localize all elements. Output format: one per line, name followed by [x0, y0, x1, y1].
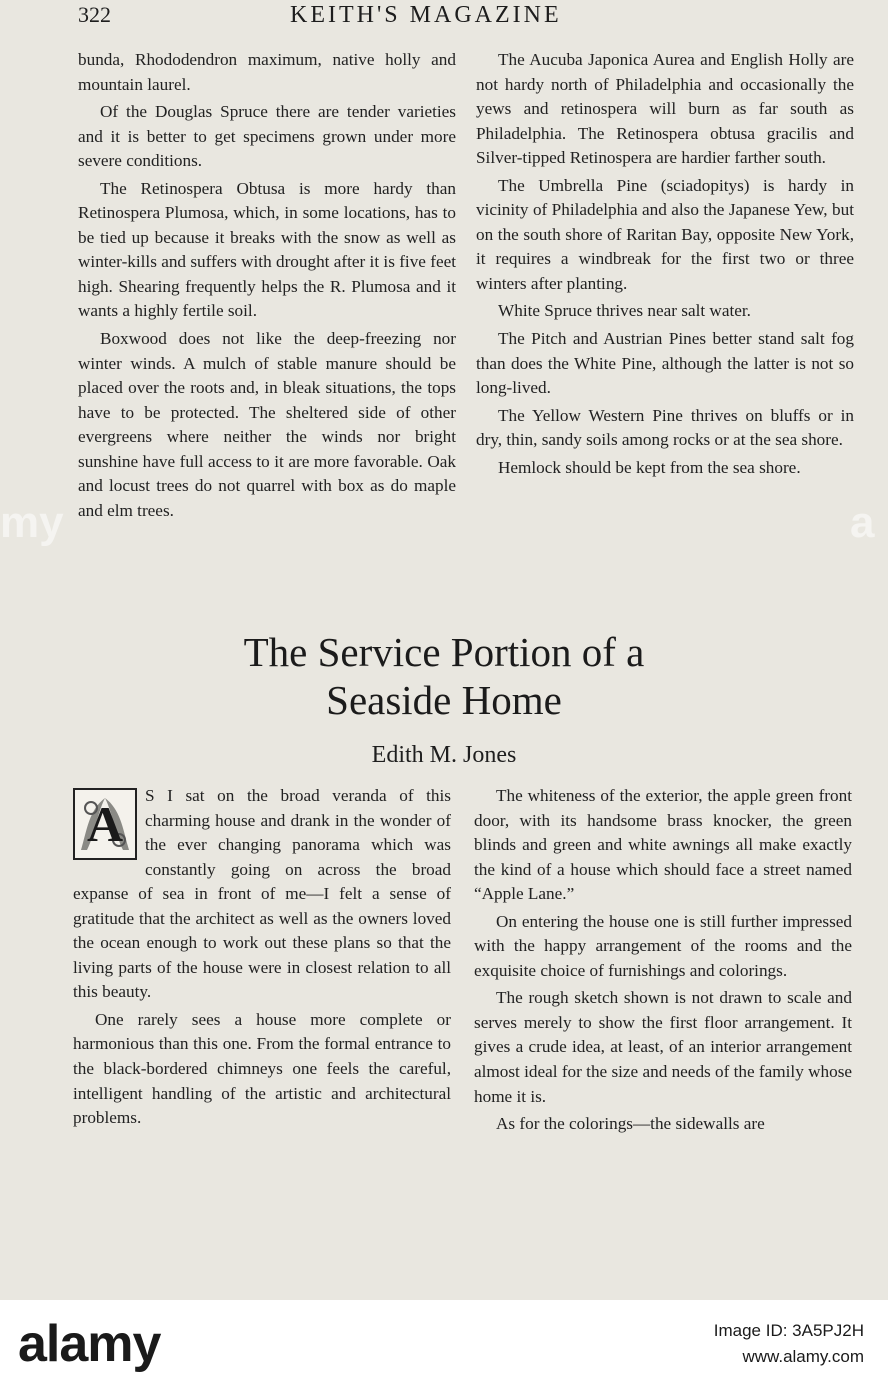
top-right-column: [476, 48, 854, 483]
paragraph: On entering the house one is still further impressed with the happy arrangement of the rooms and the exquisite choice of furnishings and colorings.: [474, 911, 852, 980]
paragraph: The Retinospera Obtusa is more hardy than Retinospera Plumosa, which, in some locations, has to be tied up because it breaks with the snow as well as winter-kills and suffers with drought after it is five feet high. Shearing frequently helps the R. Plumosa and it wants a highly fertile soil.: [78, 178, 456, 321]
paragraph: The rough sketch shown is not drawn to scale and serves merely to show the first floor arrangement. It gives a crude idea, at least, of an interior arrangement almost ideal for the size and needs of the family whose home it is.: [474, 988, 853, 1106]
paragraph: S I sat on the broad veranda of this charming house and drank in the wonder of the ever changing panorama which was constantly going on across the broad expanse of sea in front of me—I felt a sense of gratitude that the architect as well as the owners loved the ocean enough to work out these plans so that the living parts of the house were in closest relation to all this beauty.: [73, 786, 451, 1002]
paragraph: White Spruce thrives near salt water.: [498, 301, 751, 321]
site-url: www.alamy.com: [742, 1347, 864, 1366]
paragraph: The Umbrella Pine (sciadopitys) is hardy in vicinity of Philadelphia and also the Japanese Yew, but on the south shore of Raritan Bay, opposite New York, it requires a windbreak for the first two or three winters after planting.: [476, 175, 854, 293]
article-right-column: [474, 784, 852, 1140]
article-title: [0, 628, 888, 724]
image-id: Image ID: 3A5PJ2H: [713, 1321, 864, 1340]
paragraph: Boxwood does not like the deep-freezing nor winter winds. A mulch of stable manure should be placed over the roots and, in bleak situations, the tops have to be protected. The sheltered side of other evergreens where neither the winds nor bright sunshine have full access to it are more favorable. Oak and locust trees do not quarrel with box as do maple and elm trees.: [78, 329, 456, 520]
paragraph: Hemlock should be kept from the sea shore.: [498, 457, 801, 477]
watermark-side-mark: my: [0, 498, 64, 547]
article-left-column: [73, 784, 451, 1134]
author-byline: Edith M. Jones: [371, 742, 517, 768]
running-head: KEITH'S MAGAZINE: [290, 2, 562, 28]
dropcap-letter: A: [86, 796, 124, 852]
article-title-line: Seaside Home: [326, 677, 562, 723]
paragraph: bunda, Rhododendron maximum, native holly and mountain laurel.: [78, 50, 456, 94]
top-left-column: [78, 48, 456, 526]
paragraph: The Yellow Western Pine thrives on bluffs or in dry, thin, sandy soils among rocks or at the sea shore.: [476, 405, 854, 450]
paragraph: As for the colorings—the sidewalls are: [496, 1114, 765, 1134]
paragraph: One rarely sees a house more complete or harmonious than this one. From the formal entrance to the black-bordered chimneys one feels the careful, intelligent handling of the artistic and architectural problems.: [73, 1009, 451, 1128]
paragraph: The whiteness of the exterior, the apple green front door, with its handsome brass knocker, the green blinds and green and white awnings all make exactly the kind of a house which should face a street named “Apple Lane.”: [474, 786, 852, 904]
watermark-info: [714, 1318, 864, 1370]
article-title-line: The Service Portion of a: [243, 629, 645, 675]
paragraph: The Aucuba Japonica Aurea and English Holly are not hardy north of Philadelphia and occasionally the yews and retinospera will burn as far south as Philadelphia. The Retinospera obtusa gracilis and Silver-tipped Retinospera are hardier farther south.: [476, 50, 854, 168]
watermark-logo: alamy: [18, 1315, 161, 1373]
page-number: 322: [78, 2, 111, 27]
paragraph: Of the Douglas Spruce there are tender varieties and it is better to get specimens grown under more severe conditions.: [78, 102, 456, 171]
watermark-side-mark: a: [850, 498, 875, 547]
ornamental-dropcap: [73, 788, 137, 860]
paragraph: The Pitch and Austrian Pines better stand salt fog than does the White Pine, although the latter is not so long-lived.: [476, 329, 854, 398]
